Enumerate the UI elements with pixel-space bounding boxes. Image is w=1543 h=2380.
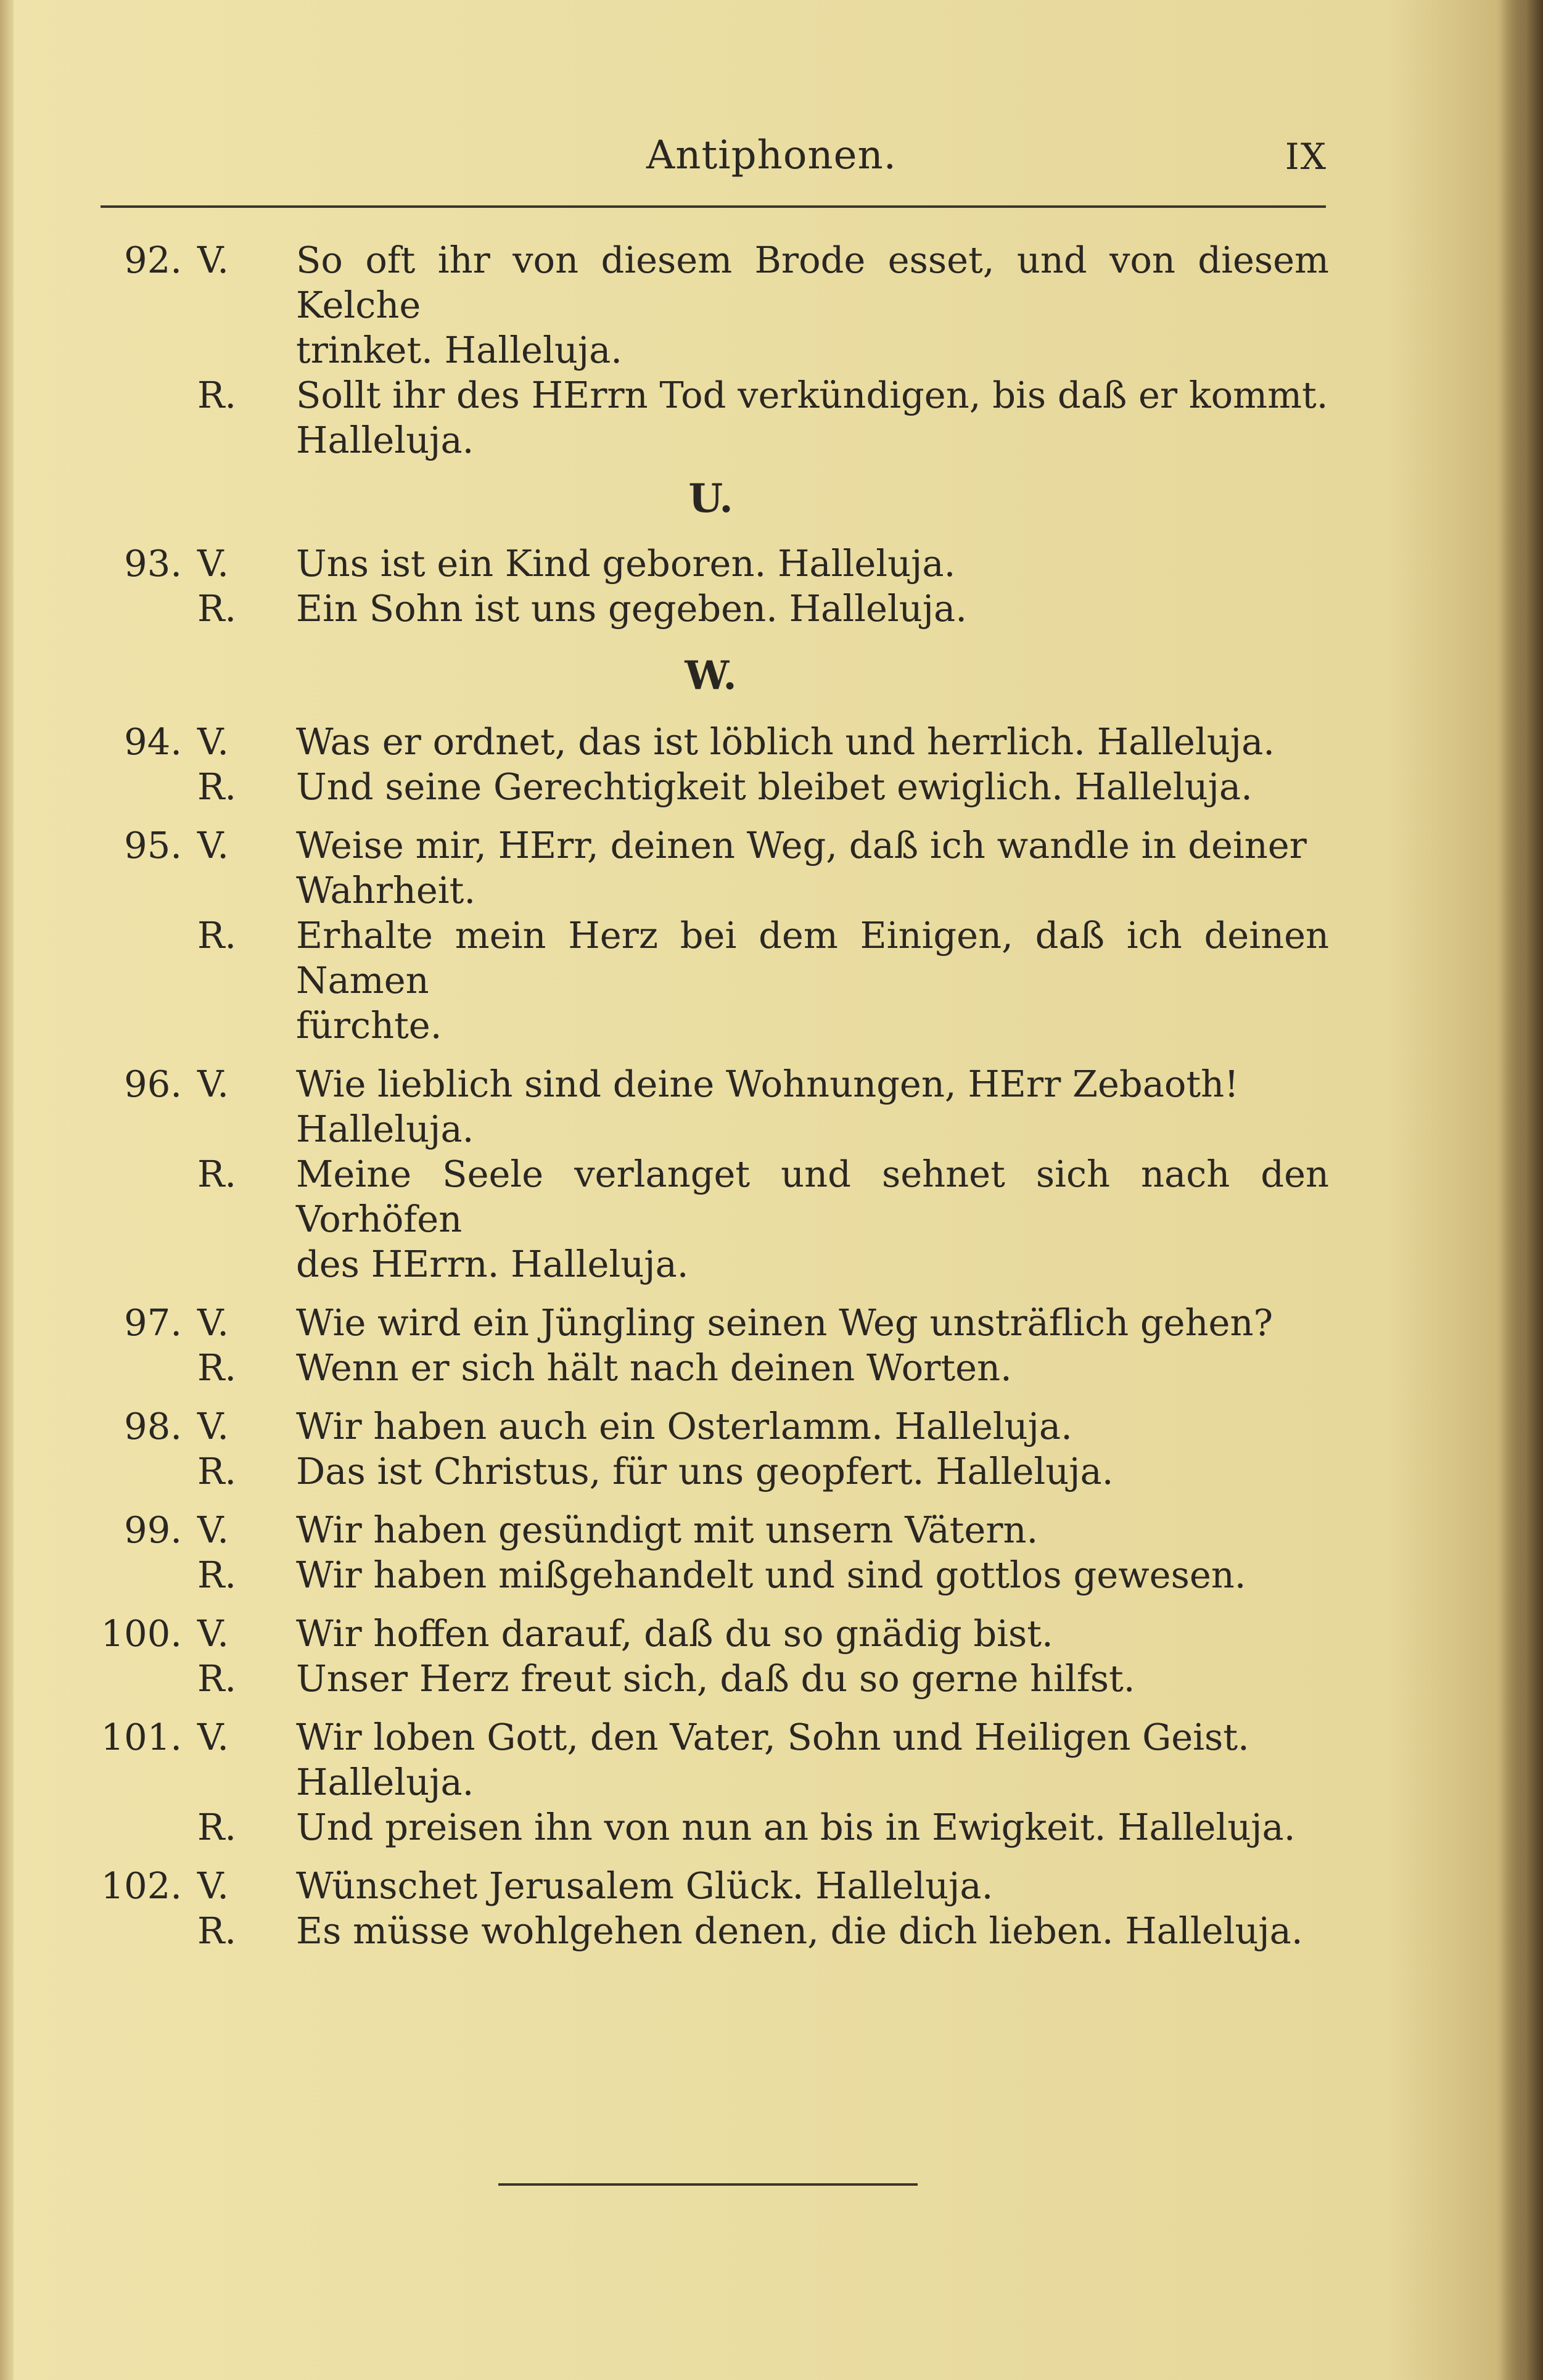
end-rule	[498, 2183, 918, 2186]
verse-text: Wir haben auch ein Osterlamm. Halleluja.	[296, 1405, 1072, 1447]
verse-mark: R.	[197, 1153, 237, 1195]
verse-text: Uns ist ein Kind geboren. Halleluja.	[296, 542, 956, 585]
verse-text: Ein Sohn ist uns gegeben. Halleluja.	[296, 587, 967, 630]
verse-mark: V.	[197, 720, 229, 763]
entry-group-b	[93, 541, 1329, 631]
verse-mark: V.	[197, 1716, 229, 1758]
versicle-line	[93, 1061, 1329, 1106]
verse-continuation: des HErrn. Halleluja.	[296, 1243, 689, 1285]
verse-mark: R.	[197, 1554, 237, 1596]
verse-continuation: Halleluja.	[296, 1108, 474, 1150]
section-letter-w: W.	[685, 653, 737, 699]
entry-number: 95.	[124, 824, 182, 867]
verse-mark: R.	[197, 1909, 237, 1952]
versicle-line	[93, 1300, 1329, 1345]
verse-text: Wünschet Jerusalem Glück. Halleluja.	[296, 1864, 994, 1907]
verse-text: Wir haben gesündigt mit unsern Vätern.	[296, 1509, 1039, 1551]
entry-group-c	[93, 719, 1329, 1953]
antiphon-entry	[93, 237, 1329, 463]
response-line	[93, 764, 1329, 809]
versicle-line	[93, 1404, 1329, 1449]
response-line	[93, 1552, 1329, 1597]
versicle-line	[93, 541, 1329, 586]
response-line	[93, 1449, 1329, 1494]
verse-continuation: trinket. Halleluja.	[296, 329, 623, 371]
verse-mark: R.	[197, 1657, 237, 1700]
versicle-line	[93, 1863, 1329, 1908]
page-edge-shadow	[1500, 0, 1543, 2380]
entry-number: 96.	[124, 1063, 182, 1105]
verse-continuation: Wahrheit.	[296, 869, 476, 912]
verse-mark: V.	[197, 824, 229, 867]
verse-mark: V.	[197, 542, 229, 585]
entry-number: 98.	[124, 1405, 182, 1447]
verse-mark: V.	[197, 1509, 229, 1551]
entry-group-a	[93, 237, 1329, 463]
response-line	[93, 913, 1329, 1003]
antiphon-entry	[93, 1507, 1329, 1597]
verse-text: Wie lieblich sind deine Wohnungen, HErr Zebaoth!	[296, 1063, 1239, 1105]
verse-mark: V.	[197, 1405, 229, 1447]
antiphon-entry	[93, 1863, 1329, 1953]
verse-mark: R.	[197, 765, 237, 808]
response-line	[93, 1908, 1329, 1953]
header-rule	[101, 205, 1326, 208]
entry-number: 92.	[124, 239, 182, 281]
entry-number: 93.	[124, 542, 182, 585]
verse-text: Was er ordnet, das ist löblich und herrlich. Halleluja.	[296, 720, 1275, 763]
verse-text: Und seine Gerechtigkeit bleibet ewiglich. Halleluja.	[296, 765, 1253, 808]
versicle-line	[93, 1715, 1329, 1760]
entry-number: 100.	[101, 1612, 182, 1655]
versicle-line	[93, 1507, 1329, 1552]
verse-text: Erhalte mein Herz bei dem Einigen, daß ich deinen Namen	[296, 914, 1329, 1002]
versicle-line	[93, 237, 1329, 327]
antiphon-entry	[93, 1611, 1329, 1701]
antiphon-entry	[93, 1300, 1329, 1390]
page-number: IX	[1285, 136, 1327, 178]
verse-text: Das ist Christus, für uns geopfert. Halleluja.	[296, 1450, 1114, 1493]
verse-text: So oft ihr von diesem Brode esset, und von diesem Kelche	[296, 239, 1329, 326]
response-line	[93, 586, 1329, 631]
entry-number: 101.	[101, 1716, 182, 1758]
entry-number: 94.	[124, 720, 182, 763]
entry-number: 102.	[101, 1864, 182, 1907]
verse-text: Wenn er sich hält nach deinen Worten.	[296, 1346, 1012, 1389]
verse-text: Wie wird ein Jüngling seinen Weg unsträflich gehen?	[296, 1301, 1273, 1344]
versicle-line	[93, 823, 1329, 868]
verse-mark: R.	[197, 374, 237, 416]
antiphon-list	[93, 237, 1329, 1967]
running-header-title: Antiphonen.	[646, 133, 897, 178]
response-line	[93, 1805, 1329, 1850]
antiphon-entry	[93, 1404, 1329, 1494]
verse-text: Sollt ihr des HErrn Tod verkündigen, bis daß er kommt.	[296, 374, 1328, 416]
response-line	[93, 1345, 1329, 1390]
verse-text: Weise mir, HErr, deinen Weg, daß ich wandle in deiner	[296, 824, 1307, 867]
section-letter-u: U.	[688, 476, 733, 522]
antiphon-entry	[93, 823, 1329, 1048]
verse-mark: R.	[197, 1450, 237, 1493]
verse-continuation: fürchte.	[296, 1004, 442, 1047]
antiphon-entry	[93, 719, 1329, 809]
versicle-line	[93, 719, 1329, 764]
verse-text: Wir hoffen darauf, daß du so gnädig bist.	[296, 1612, 1053, 1655]
versicle-line	[93, 1611, 1329, 1656]
response-line	[93, 1151, 1329, 1241]
verse-mark: V.	[197, 1301, 229, 1344]
verse-mark: R.	[197, 1346, 237, 1389]
verse-text: Wir haben mißgehandelt und sind gottlos gewesen.	[296, 1554, 1246, 1596]
entry-number: 97.	[124, 1301, 182, 1344]
verse-mark: V.	[197, 1864, 229, 1907]
antiphon-entry	[93, 1715, 1329, 1850]
verse-text: Es müsse wohlgehen denen, die dich lieben. Halleluja.	[296, 1909, 1303, 1952]
verse-mark: V.	[197, 239, 229, 281]
response-line	[93, 373, 1329, 418]
verse-text: Unser Herz freut sich, daß du so gerne hilfst.	[296, 1657, 1135, 1700]
entry-number: 99.	[124, 1509, 182, 1551]
verse-mark: R.	[197, 587, 237, 630]
verse-continuation: Halleluja.	[296, 1761, 474, 1803]
verse-mark: V.	[197, 1612, 229, 1655]
verse-continuation: Halleluja.	[296, 419, 474, 461]
verse-text: Meine Seele verlanget und sehnet sich nach den Vorhöfen	[296, 1153, 1329, 1240]
antiphon-entry	[93, 541, 1329, 631]
verse-mark: R.	[197, 1806, 237, 1848]
verse-text: Und preisen ihn von nun an bis in Ewigkeit. Halleluja.	[296, 1806, 1296, 1848]
antiphon-entry	[93, 1061, 1329, 1287]
page-spine-shadow	[0, 0, 14, 2380]
verse-mark: V.	[197, 1063, 229, 1105]
verse-mark: R.	[197, 914, 237, 957]
verse-text: Wir loben Gott, den Vater, Sohn und Heiligen Geist.	[296, 1716, 1249, 1758]
response-line	[93, 1656, 1329, 1701]
